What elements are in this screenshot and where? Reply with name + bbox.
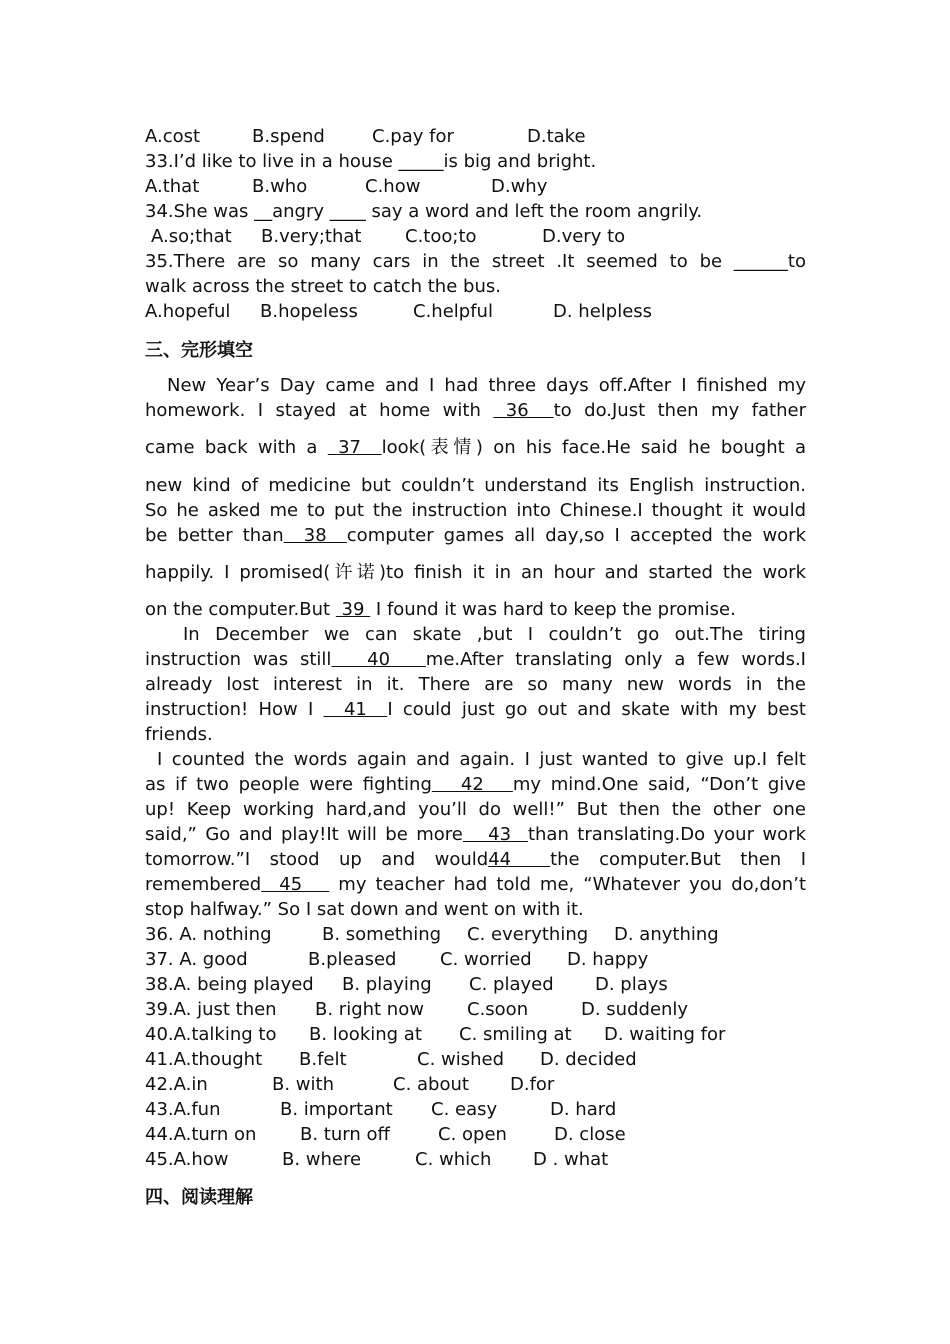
- option-d: D. close: [554, 1124, 626, 1145]
- option-c: C. everything: [467, 924, 589, 945]
- option-c: C. smiling at: [459, 1024, 572, 1045]
- option-b: B.hopeless: [260, 301, 358, 322]
- option-d: D. anything: [614, 924, 719, 945]
- passage-line: instruction! How I 41 I could just go out and skate with my best: [145, 699, 806, 720]
- option-a: 40.A.talking to: [145, 1024, 277, 1045]
- option-c: C.too;to: [405, 226, 477, 247]
- option-c: C. open: [438, 1124, 507, 1145]
- option-b: B. something: [322, 924, 442, 945]
- blank-41: 41: [323, 699, 388, 720]
- option-d: D.for: [510, 1074, 555, 1095]
- option-c: C. easy: [431, 1099, 498, 1120]
- option-a: 36. A. nothing: [145, 924, 272, 945]
- blank-44: 44: [488, 849, 551, 870]
- option-a: A.that: [145, 176, 200, 197]
- option-a: A.cost: [145, 126, 201, 147]
- option-b: B.spend: [252, 126, 325, 147]
- passage-line: friends.: [145, 724, 213, 745]
- option-c: C. which: [415, 1149, 492, 1170]
- option-c: C. played: [469, 974, 554, 995]
- section-heading-reading: 四、阅读理解: [145, 1187, 253, 1208]
- option-b: B. looking at: [309, 1024, 422, 1045]
- option-b: B. where: [282, 1149, 362, 1170]
- option-d: D . what: [533, 1149, 609, 1170]
- passage-line: tomorrow.”I stood up and would44 the computer.But then I: [145, 849, 806, 870]
- option-b: B.pleased: [308, 949, 397, 970]
- option-b: B. playing: [342, 974, 432, 995]
- option-a: 45.A.how: [145, 1149, 229, 1170]
- question-35-line1: 35.There are so many cars in the street .It seemed to be ______to: [145, 251, 806, 272]
- option-d: D. suddenly: [581, 999, 689, 1020]
- passage-line: already lost interest in it. There are so many new words in the: [145, 674, 806, 695]
- blank-37: 37: [327, 437, 382, 458]
- option-b: B. turn off: [300, 1124, 390, 1145]
- passage-line: instruction was still 40 me.After translating only a few words.I: [145, 649, 806, 670]
- option-b: B. important: [280, 1099, 393, 1120]
- blank-36: 36: [493, 400, 554, 421]
- option-d: D. helpless: [553, 301, 653, 322]
- blank-43: 43: [462, 824, 528, 845]
- blank-39: 39: [335, 599, 371, 620]
- option-d: D.very to: [542, 226, 626, 247]
- blank-38: 38: [283, 525, 347, 546]
- passage-line: happily. I promised(许诺)to finish it in an hour and started the work: [145, 562, 806, 583]
- option-c: C. wished: [417, 1049, 505, 1070]
- option-d: D.take: [527, 126, 586, 147]
- option-d: D.why: [491, 176, 548, 197]
- option-a: A.so;that: [151, 226, 232, 247]
- option-d: D. decided: [540, 1049, 637, 1070]
- passage-line: up! Keep working hard,and you’ll do well!” But then the other one: [145, 799, 806, 820]
- passage-line: stop halfway.” So I sat down and went on with it.: [145, 899, 584, 920]
- option-b: B.very;that: [261, 226, 362, 247]
- option-a: 42.A.in: [145, 1074, 208, 1095]
- option-a: 44.A.turn on: [145, 1124, 257, 1145]
- blank-42: 42: [431, 774, 513, 795]
- passage-line: New Year’s Day came and I had three days off.After I finished my: [167, 375, 806, 396]
- option-c: C.helpful: [413, 301, 493, 322]
- passage-line: said,” Go and play!It will be more 43 than translating.Do your work: [145, 824, 806, 845]
- option-c: C.how: [365, 176, 421, 197]
- option-c: C. about: [393, 1074, 469, 1095]
- option-c: C.soon: [467, 999, 529, 1020]
- option-b: B. right now: [315, 999, 424, 1020]
- passage-line: new kind of medicine but couldn’t understand its English instruction.: [145, 475, 806, 496]
- option-d: D. waiting for: [604, 1024, 726, 1045]
- passage-line: on the computer.But 39 I found it was hard to keep the promise.: [145, 599, 736, 620]
- option-c: C. worried: [440, 949, 532, 970]
- section-heading-cloze: 三、完形填空: [145, 340, 253, 361]
- option-c: C.pay for: [372, 126, 454, 147]
- option-d: D. plays: [595, 974, 668, 995]
- option-a: 41.A.thought: [145, 1049, 263, 1070]
- question-33: 33.I’d like to live in a house _____is big and bright.: [145, 151, 597, 172]
- option-d: D. hard: [550, 1099, 617, 1120]
- passage-line: came back with a 37 look(表情) on his face.He said he bought a: [145, 437, 807, 458]
- passage-line: In December we can skate ,but I couldn’t go out.The tiring: [183, 624, 806, 645]
- option-a: A.hopeful: [145, 301, 231, 322]
- passage-line: be better than 38 computer games all day,so I accepted the work: [145, 525, 806, 546]
- option-a: 43.A.fun: [145, 1099, 221, 1120]
- passage-line: as if two people were fighting 42 my mind.One said, “Don’t give: [145, 774, 806, 795]
- option-b: B.who: [252, 176, 308, 197]
- option-b: B.felt: [299, 1049, 347, 1070]
- passage-line: So he asked me to put the instruction into Chinese.I thought it would: [145, 500, 806, 521]
- question-35-line2: walk across the street to catch the bus.: [145, 276, 501, 297]
- option-a: 39.A. just then: [145, 999, 277, 1020]
- passage-line: I counted the words again and again. I just wanted to give up.I felt: [157, 749, 806, 770]
- question-34: 34.She was __angry ____ say a word and left the room angrily.: [145, 201, 703, 222]
- passage-line: remembered 45 my teacher had told me, “Whatever you do,don’t: [145, 874, 806, 895]
- option-a: 38.A. being played: [145, 974, 314, 995]
- option-b: B. with: [272, 1074, 334, 1095]
- blank-45: 45: [261, 874, 330, 895]
- option-d: D. happy: [567, 949, 649, 970]
- passage-line: homework. I stayed at home with 36 to do.Just then my father: [145, 400, 806, 421]
- option-a: 37. A. good: [145, 949, 248, 970]
- blank-40: 40: [331, 649, 426, 670]
